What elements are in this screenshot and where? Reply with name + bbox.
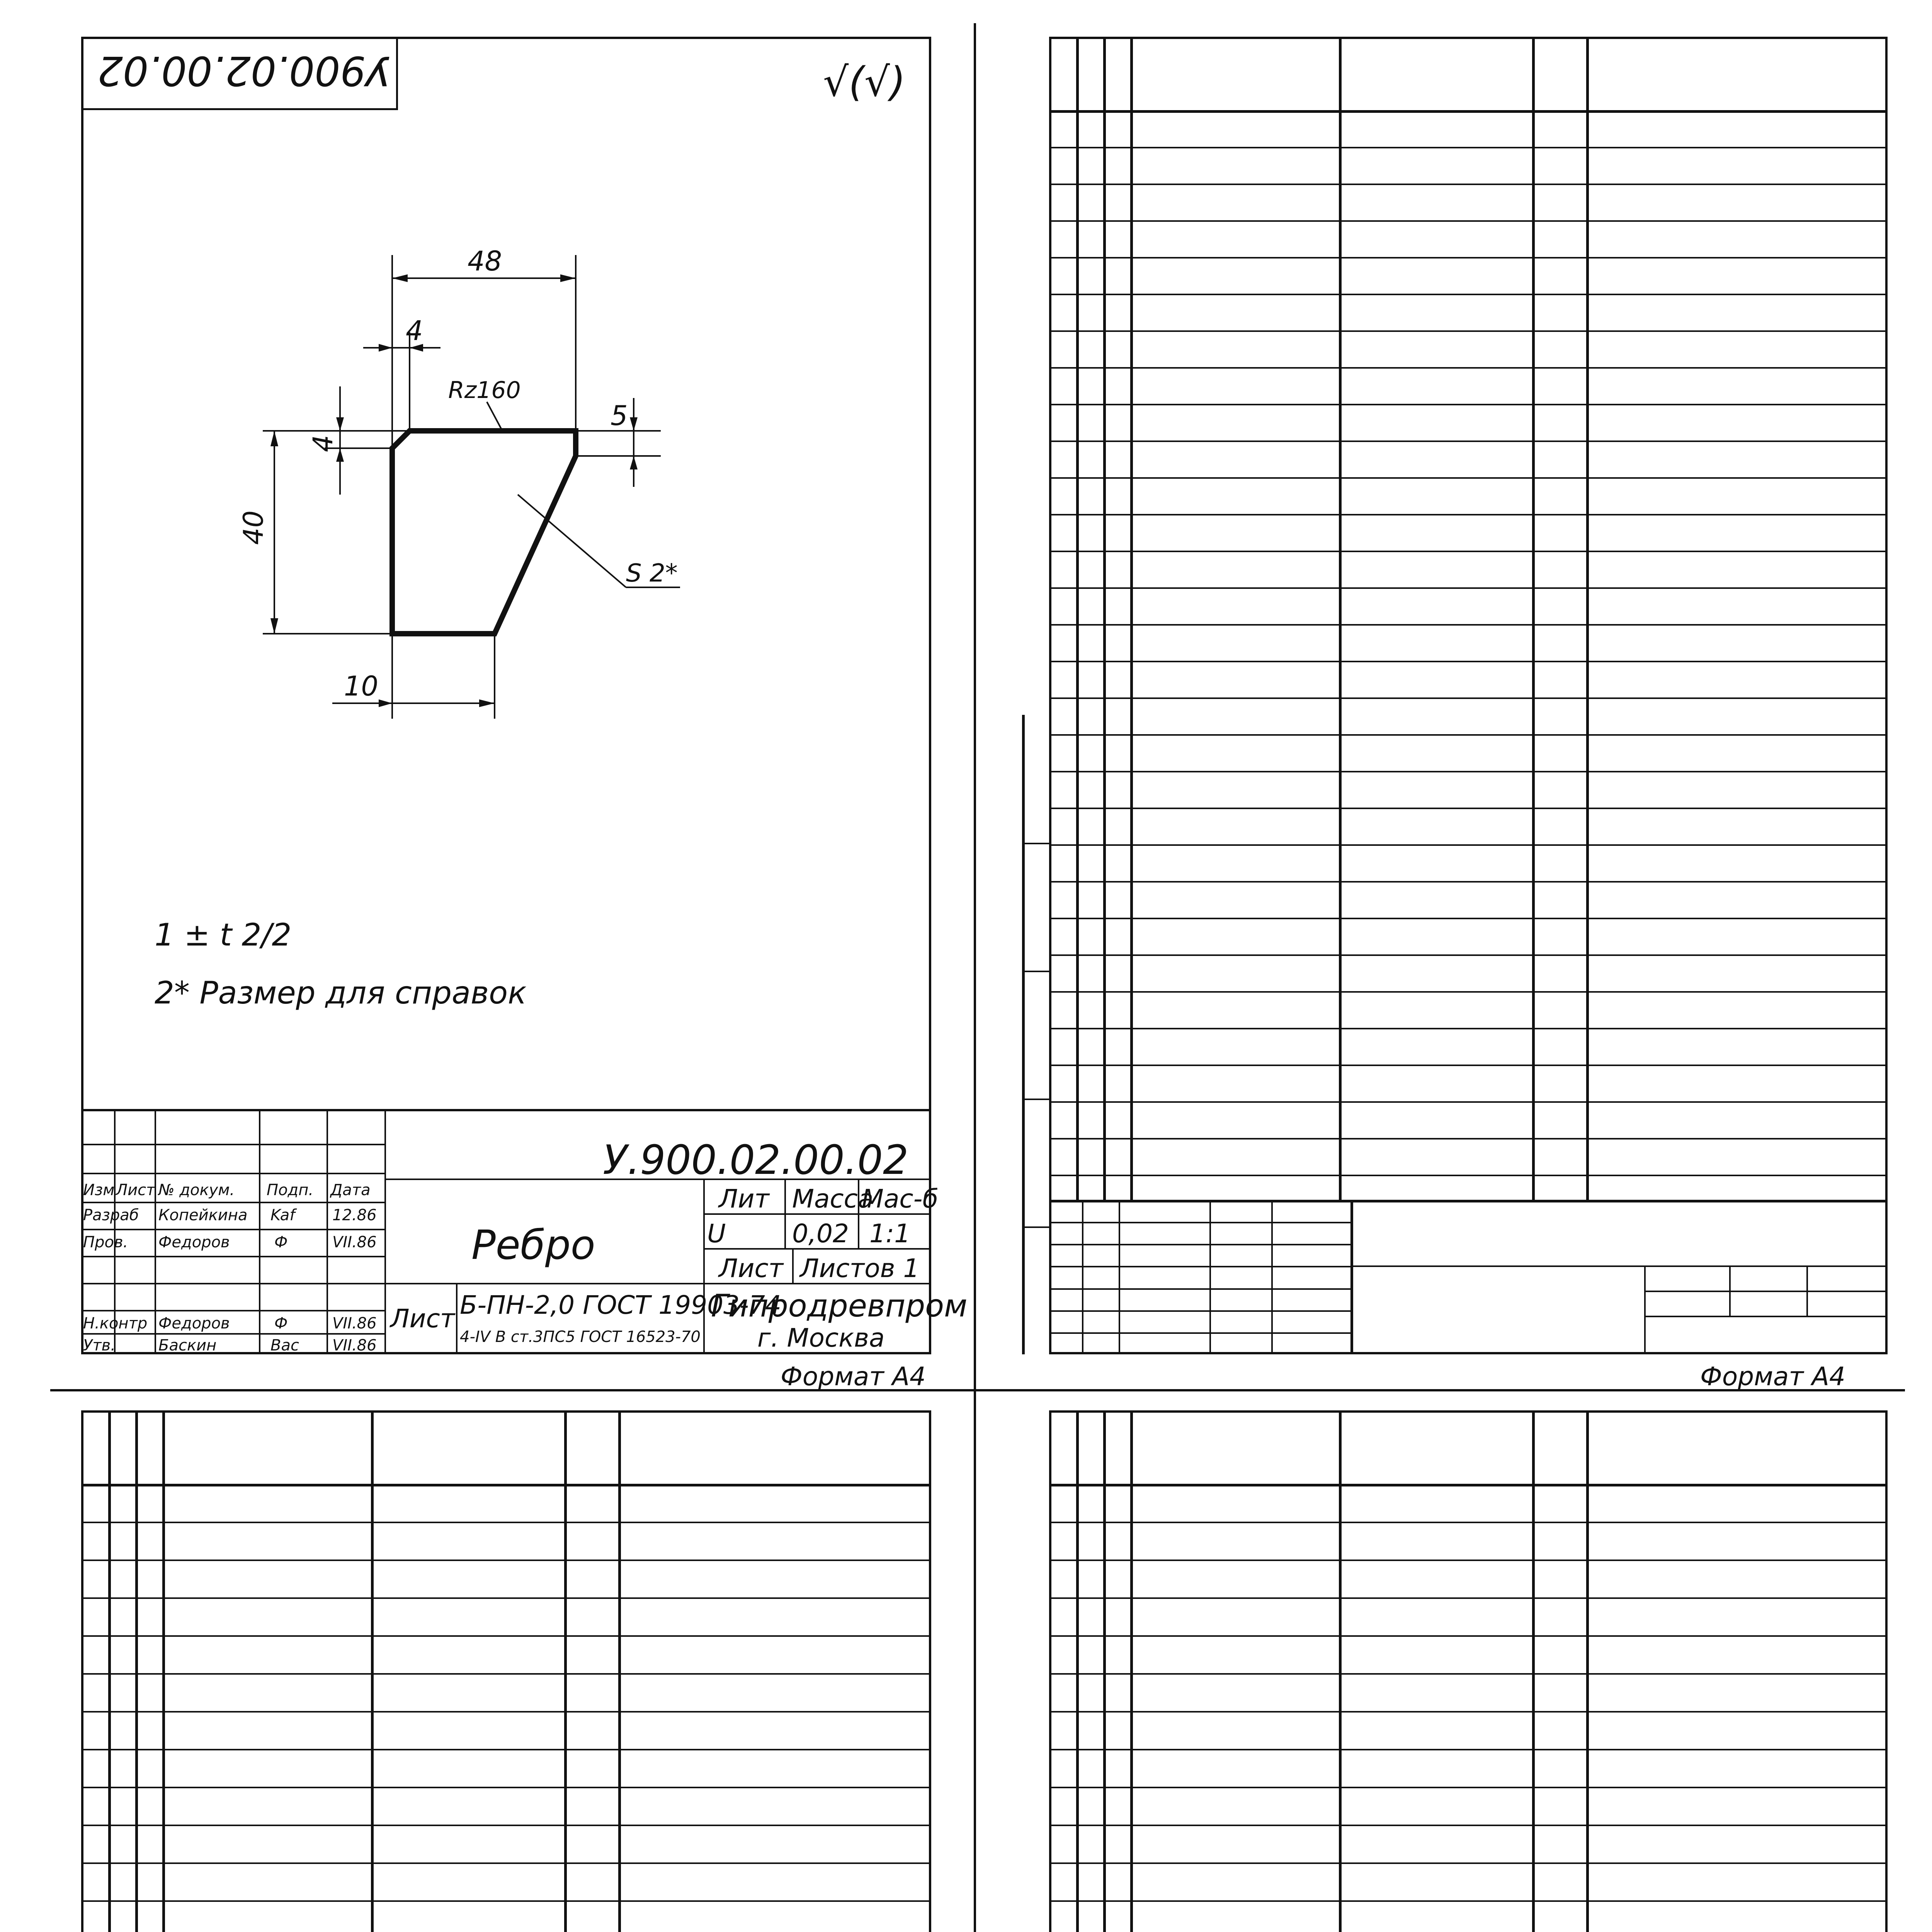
grid-line-h (1022, 971, 1049, 972)
grid-line-h (81, 1635, 931, 1637)
grid-line-h (1049, 697, 1888, 699)
grid-line-h (1049, 1222, 1350, 1223)
grid-line-h (1049, 404, 1888, 405)
dim-5-label: 5 (611, 400, 628, 432)
grid-line-h (81, 1673, 931, 1675)
grid-line-h (1049, 1244, 1350, 1245)
material-label-s1: Лист (390, 1304, 455, 1333)
grid-line-h (1049, 367, 1888, 369)
stamp-role-2-s1: Пров. (83, 1233, 128, 1251)
rib-outline (392, 431, 576, 634)
grid-line-h (1049, 184, 1888, 185)
grid-line-h (81, 1825, 931, 1826)
grid-line-h (1049, 661, 1888, 662)
sheet-spec-ulitka (81, 1410, 931, 1932)
stamp-hdr-izm-s1: Изм (83, 1181, 115, 1199)
grid-line-h (1049, 1332, 1350, 1334)
stamp-sign-5-s1: Вас (270, 1337, 299, 1354)
stamp-name-5-s1: Баскин (158, 1337, 217, 1354)
grid-line-h (1049, 587, 1888, 589)
stamp-sign-2-s1: Ф (274, 1233, 288, 1251)
grid-line-v (1339, 1410, 1342, 1932)
stamp-hdr-doc-s1: № докум. (158, 1181, 235, 1199)
grid-line-h (81, 1900, 931, 1902)
grid-line-v (162, 1410, 165, 1932)
dim-40-label: 40 (238, 510, 269, 545)
grid-line-h (1049, 991, 1888, 993)
grid-line-h (1049, 1138, 1888, 1139)
grid-line-h (1049, 110, 1888, 113)
grid-line-h (1644, 1316, 1888, 1317)
thickness-s2: S 2* (626, 559, 678, 588)
grid-line-h (1049, 1597, 1888, 1599)
org-s1: Гипродревпром (711, 1288, 968, 1324)
leader-rz (487, 402, 502, 431)
grid-line-v (1022, 715, 1025, 1354)
grid-line-h (1022, 1226, 1049, 1228)
grid-line-v (1532, 37, 1535, 1200)
lit-value-s1: U (707, 1219, 726, 1248)
grid-line-h (1049, 257, 1888, 259)
grid-line-h (1049, 1673, 1888, 1675)
doc-code-sheet1: У.900.02.00.02 (603, 1136, 909, 1184)
grid-line-h (81, 1560, 931, 1561)
grid-line-h (81, 1787, 931, 1788)
stamp-date-2-s1: VII.86 (332, 1233, 377, 1251)
grid-line-v (1076, 1410, 1079, 1932)
stamp-date-1-s1: 12.86 (332, 1206, 377, 1224)
grid-line-v (1103, 1410, 1106, 1932)
grid-line-h (81, 1522, 931, 1523)
grid-line-v (371, 1410, 374, 1932)
grid-line-v (564, 1410, 567, 1932)
grid-line-v (135, 1410, 138, 1932)
grid-line-h (1049, 294, 1888, 295)
roughness-mark: √(√) (823, 58, 906, 105)
grid-line-h (1049, 734, 1888, 736)
mass-header-s1: Масса (792, 1184, 874, 1214)
stamp-name-2-s1: Федоров (158, 1233, 230, 1251)
grid-line-h (1049, 1310, 1350, 1312)
grid-line-h (1049, 1825, 1888, 1826)
stamp-date-4-s1: VII.86 (332, 1315, 377, 1332)
grid-line-h (1049, 220, 1888, 222)
stamp-hdr-list-s1: Лист (116, 1181, 155, 1199)
grid-line-h (1022, 843, 1049, 844)
grid-line-h (81, 1484, 931, 1486)
grid-line-h (1049, 1522, 1888, 1523)
stamp-hdr-date-s1: Дата (330, 1181, 371, 1199)
stamp-role-4-s1: Н.контр (83, 1315, 148, 1332)
stamp-hdr-sign-s1: Подп. (267, 1181, 314, 1199)
grid-line-h (81, 1862, 931, 1864)
grid-line-h (1049, 551, 1888, 552)
grid-line-v (108, 1410, 111, 1932)
stamp-name-1-s1: Копейкина (158, 1206, 248, 1224)
grid-line-h (1049, 440, 1888, 442)
grid-line-h (81, 1597, 931, 1599)
grid-line-h (1049, 954, 1888, 956)
grid-line-h (1049, 477, 1888, 479)
dim-4b-label: 4 (307, 435, 339, 452)
grid-line-v (1130, 1410, 1133, 1932)
grid-line-h (1049, 147, 1888, 148)
sheet-spec-klapan (1049, 37, 1888, 1354)
grid-line-h (1049, 1200, 1888, 1202)
roughness-rz: Rz160 (448, 377, 521, 404)
stamp-name-4-s1: Федоров (158, 1315, 230, 1332)
grid-line-h (1049, 1862, 1888, 1864)
grid-line-h (1049, 1749, 1888, 1750)
rotated-doc-code: У900.02.00.02 (97, 47, 390, 94)
grid-line-v (1130, 37, 1133, 1200)
grid-line-v (1806, 1265, 1808, 1316)
grid-line-h (1049, 881, 1888, 883)
grid-line-v (1339, 37, 1342, 1200)
grid-line-v (1586, 37, 1589, 1200)
grid-line-h (1049, 1028, 1888, 1029)
dim-48-label: 48 (468, 245, 502, 277)
mass-value-s1: 0,02 (792, 1219, 849, 1248)
lit-header-s1: Лит (719, 1184, 769, 1214)
grid-line-v (1350, 1200, 1353, 1354)
grid-line-v (1586, 1410, 1589, 1932)
stamp-role-1-s1: Разраб (83, 1206, 139, 1224)
org-city-s1: г. Москва (757, 1323, 885, 1353)
grid-line-v (1076, 37, 1079, 1200)
grid-line-v (1103, 37, 1106, 1200)
grid-line-h (1049, 1101, 1888, 1103)
grid-line-h (1049, 1266, 1350, 1267)
grid-line-v (618, 1410, 621, 1932)
grid-line-h (1644, 1291, 1888, 1292)
grid-line-h (1049, 1288, 1350, 1290)
scale-header-s1: Мас-б (862, 1184, 939, 1214)
grid-line-v (1532, 1410, 1535, 1932)
note-2: 2* Размер для справок (155, 975, 527, 1011)
grid-line-h (1049, 1711, 1888, 1713)
sheet-spec-continuation (1049, 1410, 1888, 1932)
sheet-label-s1: Лист (719, 1253, 784, 1283)
grid-line-h (1049, 514, 1888, 515)
grid-line-h (1049, 1484, 1888, 1486)
grid-line-h (1049, 1787, 1888, 1788)
sheets-label-s1: Листов 1 (800, 1253, 920, 1283)
note-1: 1 ± t 2/2 (155, 917, 292, 953)
grid-line-h (1049, 1065, 1888, 1066)
grid-line-h (1049, 771, 1888, 772)
vertical-fold-line (974, 23, 976, 1932)
part-drawing (216, 216, 757, 796)
material-line1-s1: Б-ПН-2,0 ГОСТ 19903-74 (460, 1290, 781, 1320)
stamp-sign-4-s1: Ф (274, 1315, 288, 1332)
stamp-date-5-s1: VII.86 (332, 1337, 377, 1354)
format-s1: Формат А4 (781, 1362, 926, 1391)
part-name-s1: Ребро (471, 1221, 595, 1269)
grid-line-h (1049, 1560, 1888, 1561)
dim-10-label: 10 (344, 670, 379, 702)
scale-value-s1: 1:1 (869, 1219, 911, 1248)
grid-line-h (1049, 844, 1888, 846)
grid-line-h (1049, 918, 1888, 919)
grid-line-h (81, 1711, 931, 1713)
grid-line-v (1644, 1265, 1646, 1354)
format-s2: Формат А4 (1700, 1362, 1845, 1391)
dim-4a-label: 4 (406, 315, 423, 347)
grid-line-h (1022, 1099, 1049, 1100)
stamp-sign-1-s1: Kaf (270, 1206, 295, 1224)
grid-line-h (1049, 624, 1888, 626)
grid-line-v (1729, 1265, 1731, 1316)
grid-line-h (1049, 808, 1888, 809)
horizontal-fold-line (50, 1389, 1905, 1391)
grid-line-h (1049, 1635, 1888, 1637)
grid-line-h (1049, 1175, 1888, 1176)
material-line2-s1: 4-IV В ст.3ПС5 ГОСТ 16523-70 (460, 1328, 701, 1346)
grid-line-h (1049, 330, 1888, 332)
grid-line-h (81, 1749, 931, 1750)
stamp-role-5-s1: Утв. (83, 1337, 116, 1354)
grid-line-h (1049, 1900, 1888, 1902)
